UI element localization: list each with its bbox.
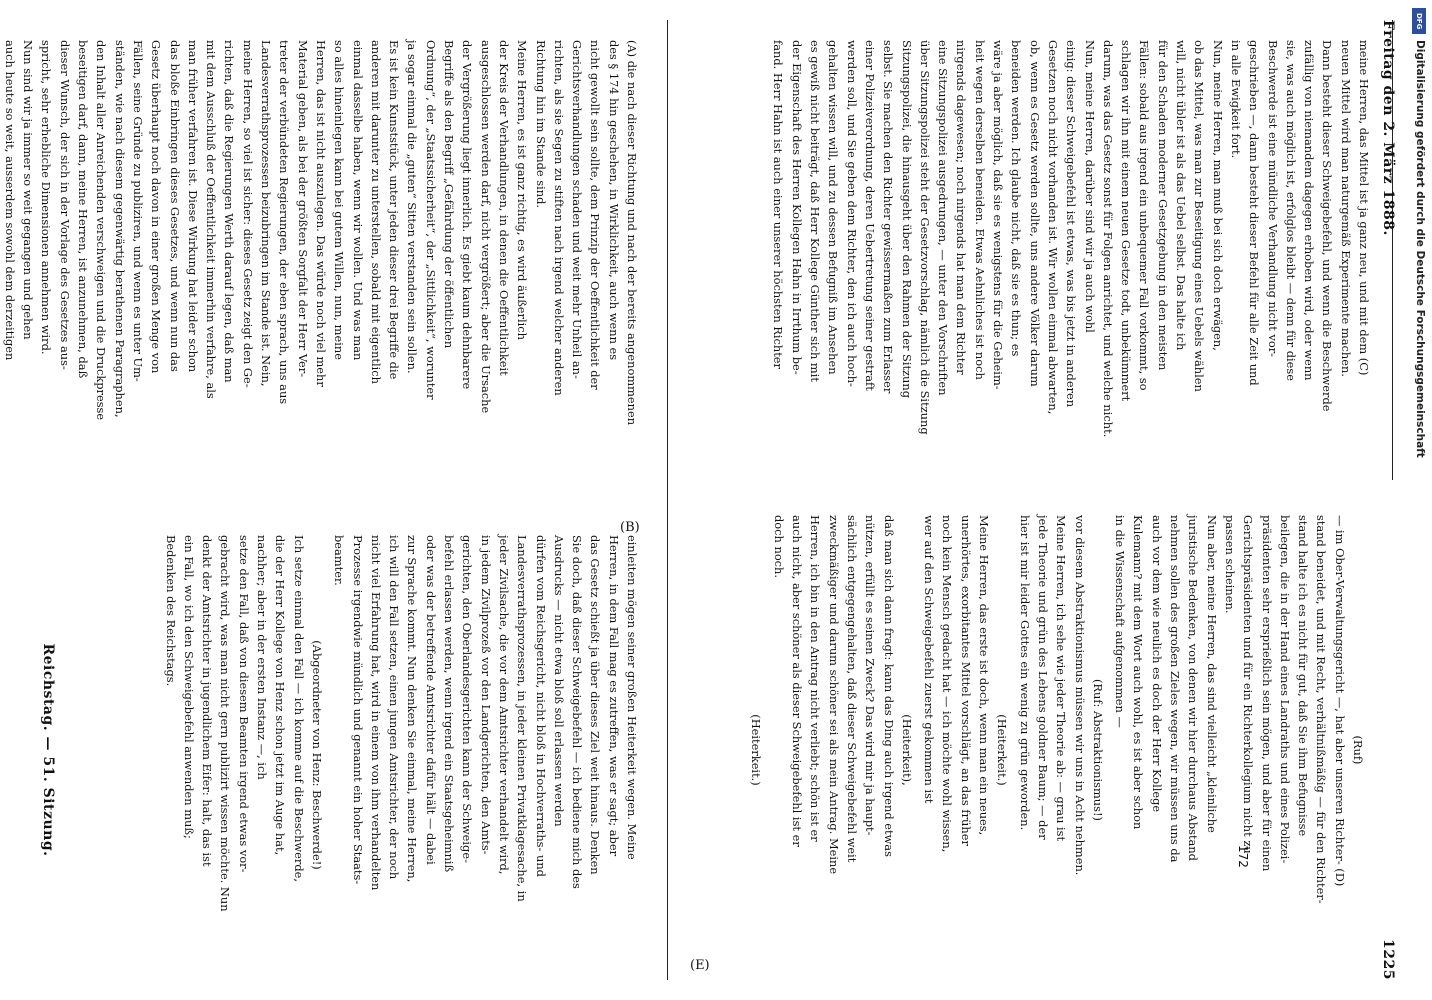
text-line: jeder Zivilsache, die vor dem Amtsrichter verhandelt wird, [496, 535, 511, 875]
text-line: (Abgeordneter von Henz: Beschwerde!) [309, 640, 324, 870]
text-line: zur Sprache kommt. Nun denken Sie einmal, meine Herren, [405, 535, 420, 883]
text-line: schlagen wir ihn mit einem neuen Gesetze todt, unbekümmert [1119, 40, 1134, 402]
right-page-column-1 [672, 40, 1372, 500]
text-line: anderen mit darunter zu unterstellen, sobald mit eigentlich [368, 40, 383, 385]
text-line: über Sitzungspolizei steht der Gesetzvorschlag, nämlich die Sitzung [917, 40, 932, 435]
text-line: Ich setze einmal den Fall — ich komme auf die Beschwerde, [291, 535, 306, 882]
text-line: nicht viel Erfahrung hat, wird in einem von ihm verhandelten [368, 535, 383, 891]
text-line: Fällen, seine Gründe zu publiziren, und wenn es unter Um- [130, 40, 145, 382]
text-line: so alles hineinlegen kann bei gutem Willen, nun, meine [332, 40, 347, 360]
text-line: werden soll, und Sie geben dem Richter, den ich auch hoch- [844, 40, 859, 387]
margin-mark-b: (B) [620, 520, 640, 535]
text-line: nirgends dagewesen; noch nirgends hat man dem Richter [954, 40, 969, 375]
text-line: richten, daß die Regierungen Werth darauf legen, daß man [222, 40, 237, 383]
text-line: gerichten, den Oberlandesgerichten kann der Schweige- [460, 535, 475, 863]
text-line: präsidenten sehr ersprießlich sein mögen, und aber für einen [1259, 515, 1274, 872]
text-line: beneiden werden. Ich glaube nicht, daß sie es thun; es [1009, 40, 1024, 357]
text-line: jede Theorie und grün des Lebens goldner Baum; — der [1035, 515, 1050, 840]
text-line: befehl erlassen werden, wenn irgend ein Staatsgeheimniß [442, 535, 457, 873]
left-page-column-2 [20, 535, 640, 975]
text-line: meine Herren, das Mittel ist ja ganz neu, und mit dem (C) [1357, 40, 1371, 376]
text-line: einleiten mögen seiner großen Heiterkeit wegen. Meine [625, 535, 639, 860]
text-line: Ordnung“, der „Staatssicherheit“, der „Sittlichkeit“, worunter [423, 40, 438, 400]
text-line: doch noch. [771, 515, 786, 579]
text-line: Herren, ich bin in den Antrag nicht verliebt; schön ist er [808, 515, 823, 842]
text-line: (Ruf: Abstraktionismus!) [1090, 678, 1105, 822]
text-line: darum, was das Gesetz sonst für Folgen anrichtet, und welche nicht. [1100, 40, 1115, 438]
text-line: wäre ja aber möglich, daß sie es wenigstens für die Geheim- [991, 40, 1006, 390]
right-page-column-2 [672, 515, 1372, 985]
text-line: ausgeschlossen werden darf, nicht vergrößert; aber die Ursache [478, 40, 493, 414]
text-line: (Heiterkeit.) [749, 714, 764, 786]
text-line: treter der verbündeten Regierungen, der eben sprach, uns aus [277, 40, 292, 405]
text-line: vor diesem Abstraktionismus müssen wir uns in Acht nehmen. [1072, 515, 1087, 876]
text-line: (A) die nach dieser Richtung und nach der bereits angenommenen [625, 40, 639, 426]
text-line: — im Ober-Verwaltungsgericht —, hat aber unseren Richter- (D) [1332, 515, 1347, 887]
text-line: Prozesse irgendwie mündlich und genannt ein hoher Staats- [350, 535, 365, 885]
text-line: auch vor dem wie neulich es doch der Herr Kollege [1149, 515, 1164, 813]
text-line: denkt der Amtsrichter in jugendlichem Eifer: halt, das ist [200, 535, 215, 867]
text-line: mit dem Ausschluß der Oeffentlichkeit immerhin verfahre, als [204, 40, 219, 399]
text-line: Gesetz überhaupt noch davon in einer großen Menge von [149, 40, 164, 374]
text-line: dürfen vom Reichsgericht, nicht bloß in Hochverraths- und [533, 535, 548, 877]
text-line: einig: dieser Schweigebefehl ist etwas, was bis jetzt in anderen [1064, 40, 1079, 408]
text-line: Meine Herren, ich sehe wie jeder Theorie ab: — grau ist [1054, 515, 1069, 842]
text-line: in die Wissenschaft aufgenommen — [1113, 515, 1128, 728]
head-date: Freitag den 2. März 1888. [1380, 20, 1396, 236]
text-line: Richtung hin im Stande sind. [533, 40, 548, 208]
text-line: Beschwerde ist eine mündliche Verhandlung nicht vor- [1265, 40, 1280, 357]
text-line: geschrieben —, dann besteht dieser Befehl für alle Zeit und [1247, 40, 1262, 386]
text-line: richten, als sie Segen zu stiften nach irgend welcher anderen [551, 40, 566, 396]
text-line: sächlich entgegengehalten, daß dieser Schweigebefehl weit [844, 515, 859, 863]
text-line: ich will den Fall setzen, einen jungen Amtsrichter, der noch [387, 535, 402, 880]
text-line: selbst. Sie machen den Richter gewissermaßen zum Erlasser [881, 40, 896, 394]
text-line: Nun aber, meine Herren, das sind vielleicht „kleinliche [1204, 515, 1219, 833]
text-line: der Vergrößerung liegt innerlich. Es giebt kaum dehnbarere [460, 40, 475, 390]
text-line: stand halte ich es nicht für gut, daß Sie ihm Befugnisse [1296, 515, 1311, 837]
text-line: einmal dasselbe haben, wenn wir wollen. Und was man [350, 40, 365, 361]
text-line: noch kein Mensch gedacht hat — ich möchte wohl wissen, [940, 515, 955, 853]
text-line: ob, wenn es Gesetz werden sollte, uns andere Völker darum [1027, 40, 1042, 387]
text-line: daß man sich dann fragt: kann das Ding auch irgend etwas [881, 515, 896, 857]
text-line: oder was der betreffende Amtsrichter dafür hält — dabei [423, 535, 438, 865]
text-line: beamter. [332, 535, 347, 586]
sheet-number: 172 [1236, 845, 1250, 868]
text-line: einer Polizeiverordnung, deren Uebertretung seiner gestraft [862, 40, 877, 391]
text-line: beseitigen darf, dann, meine Herren, ist anzunehmen, daß [76, 40, 91, 379]
text-line: man früher verfahren ist. Diese Wirkung hat leider schon [185, 40, 200, 373]
text-line: nützen, erfüllt es seinen Zweck? Das wird mir ja haupt- [863, 515, 878, 836]
text-line: des § 174 hin geschehen, in Wirklichkeit, auch wenn es [606, 40, 621, 361]
text-line: passen scheinen. [1222, 515, 1237, 614]
text-line: Gerichtsverhandlungen schaden und weit mehr Unheil an- [570, 40, 585, 379]
text-line: sie, was auch möglich ist, erfolglos bleibt — denn für diese [1283, 40, 1298, 382]
text-line: der Kreis der Verhandlungen, in denen die Oeffentlichkeit [496, 40, 511, 376]
text-line: eine Sitzungspolizei ausgedrungen, — unter den Vorschriften [936, 40, 951, 396]
text-line: das bloße Einbringen dieses Gesetzes, und wenn nun das [167, 40, 182, 372]
text-line: Herren, das ist nicht auszulegen. Das würde noch viel mehr [313, 40, 328, 387]
head-page-number: 1225 [1380, 939, 1396, 980]
text-line: ständen, wie nach diesem gegenwärtig berathenen Paragraphen, [112, 40, 127, 418]
text-line: will, nicht übler ist als das Uebel selbst. Das halte ich [1174, 40, 1189, 351]
page-divider [667, 20, 668, 980]
text-line: Kulemann? mit dem Wort auch wohl, es ist aber schon [1131, 515, 1146, 830]
text-line: wer auf den Schweigebefehl zuerst gekommen ist [922, 515, 937, 804]
dfg-logo: DFG [1412, 8, 1426, 34]
text-line: für den Schaden moderner Gesetzgebung in den meisten [1155, 40, 1170, 371]
text-line: meine Herren, so viel ist sicher: dieses Gesetz zeigt den Ge- [240, 40, 255, 388]
left-page-column-1 [2, 40, 640, 490]
text-line: es gewiß nicht beiträgt, daß Herr Kollege Günther sich mit [808, 40, 823, 382]
text-line: Gerichtspräsidenten und für ein Richterkollegium nicht zu [1241, 515, 1256, 854]
text-line: spricht, sehr erhebliche Dimensionen annehmen wird. [39, 40, 54, 355]
text-line: neuen Mittel wird man naturgemäß Experimente machen. [1338, 40, 1353, 377]
text-line: auch heute so weit, ausserdem sowohl dem derzeitigen [2, 40, 17, 361]
text-line: nehmen sollen des großen Zieles wegen, wir müssen uns da [1168, 515, 1183, 863]
text-line: Bedenken des Reichstags. [163, 535, 178, 687]
text-line: dieser Wunsch, der sich in der Vorlage des Gesetzes aus- [57, 40, 72, 370]
text-line: hier ist mir leider Gottes ein wenig zu grün geworden. [1017, 515, 1032, 831]
text-line: nicht gewollt sein sollte, dem Prinzip der Oeffentlichkeit der [588, 40, 603, 390]
text-line: zweckmäßiger und darum schöner sei als mein Antrag. Meine [826, 515, 841, 875]
text-line: zufällig von niemandem dagegen erhoben wird, oder wenn [1302, 40, 1317, 381]
text-line: ja sogar einmal die „guten“ Sitten verstanden sein sollen. [405, 40, 420, 374]
text-line: fand. Herr Hahn ist auch einer unserer höchsten Richter [771, 40, 786, 369]
text-line: auch nicht, aber schöner als dieser Schweigebefehl ist er [790, 515, 805, 847]
text-line: (Heiterkeit), [899, 714, 914, 786]
text-line: (Heiterkeit.) [995, 714, 1010, 786]
text-line: ob das Mittel, was man zur Beseitigung eines Uebels wählen [1192, 40, 1207, 392]
text-line: Begriffe als den Begriff „Gefährdung der öffentlichen [442, 40, 457, 349]
text-line: unerhörtes, exorbitantes Mittel vorschlägt, an das früher [958, 515, 973, 846]
text-line: Meine Herren, es ist ganz richtig, es wird äußerlich [515, 40, 530, 340]
text-line: Landesverrathsprozessen, in jeder kleinen Privatklagesache, in [515, 535, 530, 902]
text-line: die der Herr Kollege von Henz schon jetzt im Auge hat, [273, 535, 288, 856]
margin-mark-e: (E) [690, 958, 710, 973]
text-line: Dann besteht dieser Schweigebefehl, und wenn die Beschwerde [1320, 40, 1335, 412]
text-line: in alle Ewigkeit fort. [1228, 40, 1243, 159]
text-line: Landesverrathsprozessen beizubringen im Stande ist. Nein, [259, 40, 274, 387]
text-line: Sitzungspolizei, die hinausgeht über den Rahmen der Sitzung [899, 40, 914, 399]
text-line: in jedem Zivilprozeß vor den Landgerichten, den Amts- [478, 535, 493, 855]
text-line: den Inhalt aller Anreichenden verschweigen und die Druckpresse [94, 40, 109, 421]
text-line: Es ist kein Kunststück, unter jeden dieser drei Begriffe die [387, 40, 402, 380]
text-line: stand beneidet, und mit Recht, verhältnißmäßig — für den Richter- [1314, 515, 1329, 904]
text-line: Nun sind wir ja immer so weit gegangen und gehen [21, 40, 36, 340]
text-line: der Eigenschaft des Herren Kollegen Hahn in Irrthum be- [789, 40, 804, 375]
head-session: Reichstag. — 51. Sitzung. [40, 643, 56, 857]
text-line: Herren, in dem Fall mag es zutreffen, was er sagt; aber [606, 535, 621, 857]
text-line: Sie doch, daß dieser Schweigebefehl — ich bediene mich des [570, 535, 585, 889]
text-line: nachher; aber in der ersten Instanz —, ich [255, 535, 270, 780]
text-line: Ausdrucks — nicht etwa bloß soll erlassen werden [551, 535, 566, 827]
text-line: setze den Fall, daß von diesem Beamten irgend etwas vor- [236, 535, 251, 873]
text-line: Nun, meine Herren, darüber sind wir ja auch wohl [1082, 40, 1097, 333]
text-line: Fällen: sobald aus irgend ein unbequemer Fall vorkommt, so [1137, 40, 1152, 391]
text-line: (Ruf) [1351, 735, 1365, 765]
dfg-footer [1410, 8, 1428, 992]
text-line: juristische Bedenken, von denen wir hier durchaus Abstand [1186, 515, 1201, 861]
text-line: Meine Herren, das erste ist doch, wenn man ein neues, [977, 515, 992, 836]
text-line: Nun, meine Herren, man muß bei sich doch erwägen, [1210, 40, 1225, 351]
text-line: heit wegen derselben beneiden. Etwas Aehnliches ist noch [972, 40, 987, 380]
text-line: gebracht wird, was man nicht gern publizirt wissen möchte. Nun [218, 535, 233, 912]
text-line: gehalten wissen will, und zu dessen Befugniß im Ansehen [826, 40, 841, 375]
text-line: Gesetzen noch nicht vorhanden ist. Wir wollen einmal abwarten, [1045, 40, 1060, 415]
text-line: beilegen, die in der Hand eines Landraths und eines Polizei- [1277, 515, 1292, 864]
text-line: das Gesetz schießt ja über dieses Ziel weit hinaus. Denken [588, 535, 603, 875]
running-head-right [1376, 20, 1400, 980]
text-line: Material geben, als bei der größten Sorgfalt der Herr Ver- [295, 40, 310, 378]
dfg-footer-text: Digitalisierung gefördert durch die Deutsche Forschungsgemeinschaft [1414, 40, 1426, 458]
text-line: ein Fall, wo ich den Schweigebefehl anwenden muß; [181, 535, 196, 839]
